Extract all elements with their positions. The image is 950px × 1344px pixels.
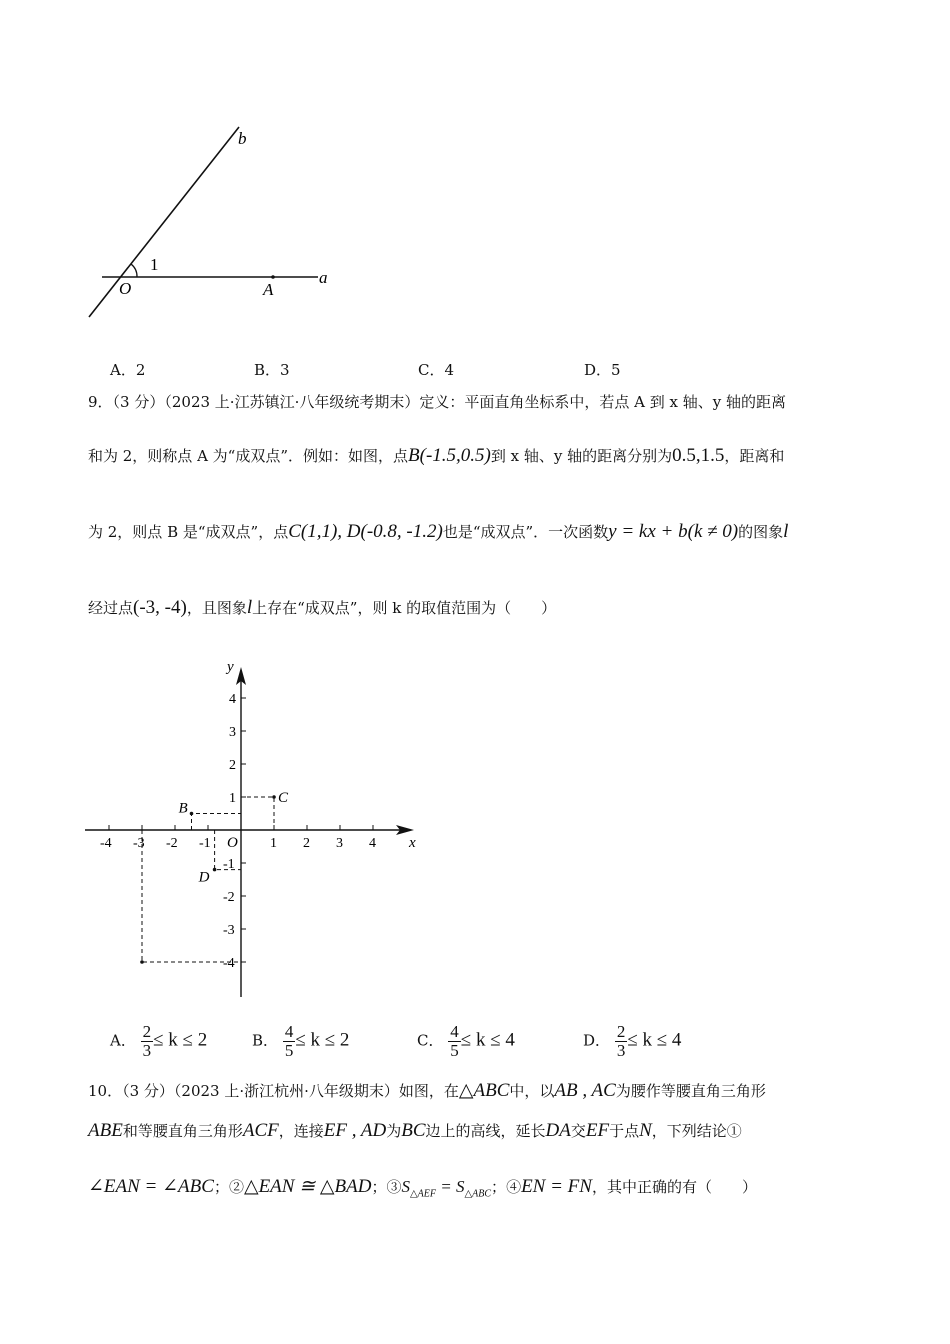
q9-option-c[interactable]: C． $\frac{4}{5}$ ≤ k ≤ 4 [417, 1022, 515, 1060]
point-P [140, 960, 144, 964]
q9-number: 9． [88, 393, 113, 411]
y-tick-label: -1 [223, 857, 235, 872]
x-tick-label: -4 [100, 836, 112, 851]
point-C [272, 795, 276, 799]
x-tick-label: 1 [270, 836, 277, 851]
q10-score: （3 分） [122, 1082, 174, 1100]
guide-C [241, 797, 274, 830]
q10-line-2: ABE和等腰直角三角形ACF，连接EF , AD为BC边上的高线，延长DA交EF于点N，下列结论① [88, 1120, 742, 1141]
point-B [190, 812, 194, 816]
q9-line-2: 和为 2，则称点 A 为“成双点”．例如：如图，点B(-1.5,0.5)到 x 轴、y 轴的距离分别为0.5,1.5，距离和 [88, 445, 785, 466]
y-tick-label: -2 [223, 890, 235, 905]
x-tick-label: 2 [303, 836, 310, 851]
label-A: A [263, 280, 274, 299]
label-a: a [319, 268, 328, 287]
q10-number: 10． [88, 1082, 123, 1100]
q9-option-b[interactable]: B． $\frac{4}{5}$ ≤ k ≤ 2 [252, 1022, 350, 1060]
y-tick-label: 2 [229, 758, 236, 773]
q9-line-1: 9．（3 分）（2023 上·江苏镇江·八年级统考期末）定义：平面直角坐标系中，若点 A 到 x 轴、y 轴的距离 [88, 393, 786, 411]
x-tick-label: -1 [199, 836, 211, 851]
guide-B [192, 814, 242, 831]
ray-b [89, 127, 239, 317]
q8-option-a[interactable]: A．2 [110, 361, 146, 379]
y-tick-label: 4 [229, 692, 236, 707]
x-axis-label: x [409, 835, 416, 851]
conclusion-4: EN = FN [521, 1176, 592, 1197]
y-axis-label: y [227, 659, 234, 675]
y-tick-label: -4 [223, 956, 235, 971]
q9-line-4: 经过点(-3, -4)，且图象l上存在“成双点”，则 k 的取值范围为（ ） [88, 597, 557, 618]
q9-line-3: 为 2，则点 B 是“成双点”，点C(1,1), D(-0.8, -1.2)也是“成双点”．一次函数y = kx + b(k ≠ 0)的图象l [88, 521, 789, 542]
q9-source: （2023 上·江苏镇江·八年级统考期末） [164, 393, 420, 411]
point-label-D: D [198, 869, 210, 886]
label-1: 1 [150, 255, 159, 274]
point-label-C: C [278, 790, 289, 806]
y-tick-label: 1 [229, 791, 236, 806]
point-D [213, 868, 217, 872]
q9-score: （3 分） [112, 393, 165, 411]
x-tick-label: 3 [336, 836, 343, 851]
origin-label: O [227, 835, 238, 851]
q10-line-1: 10．（3 分）（2023 上·浙江杭州·八年级期末）如图，在△ABC中，以AB , AC为腰作等腰直角三角形 [88, 1080, 766, 1101]
q8-option-d[interactable]: D．5 [584, 361, 621, 379]
q9-option-a[interactable]: A． $\frac{2}{3}$ ≤ k ≤ 2 [110, 1022, 208, 1060]
x-tick-label: -2 [166, 836, 178, 851]
q8-option-c[interactable]: C．4 [418, 361, 455, 379]
point-A [271, 275, 275, 279]
angle-arc [131, 264, 137, 277]
angle-figure [80, 120, 350, 330]
conclusion-3: $S_{\triangle AEF} = S_{\triangle ABC}$ [401, 1177, 492, 1200]
x-tick-label: -3 [133, 836, 145, 851]
label-b: b [238, 129, 247, 148]
coordinate-plane [80, 655, 430, 1005]
q10-source: （2023 上·浙江杭州·八年级期末） [173, 1082, 399, 1100]
x-tick-label: 4 [369, 836, 376, 851]
conclusion-2: △EAN ≅ △BAD [243, 1176, 372, 1197]
point-label-B: B [178, 800, 188, 817]
label-O: O [119, 279, 132, 298]
y-tick-label: -3 [223, 923, 235, 938]
q9-option-d[interactable]: D． $\frac{2}{3}$ ≤ k ≤ 4 [583, 1022, 682, 1060]
q10-line-3: ∠EAN = ∠ABC；②△EAN ≅ △BAD；$③S_{\triangle AEF} = S_{\triangle ABC}$；④EN = FN，其中正确的有（ ） [88, 1176, 757, 1200]
q8-option-b[interactable]: B．3 [254, 361, 290, 379]
conclusion-1: ∠EAN = ∠ABC [88, 1176, 214, 1197]
y-tick-label: 3 [229, 725, 236, 740]
